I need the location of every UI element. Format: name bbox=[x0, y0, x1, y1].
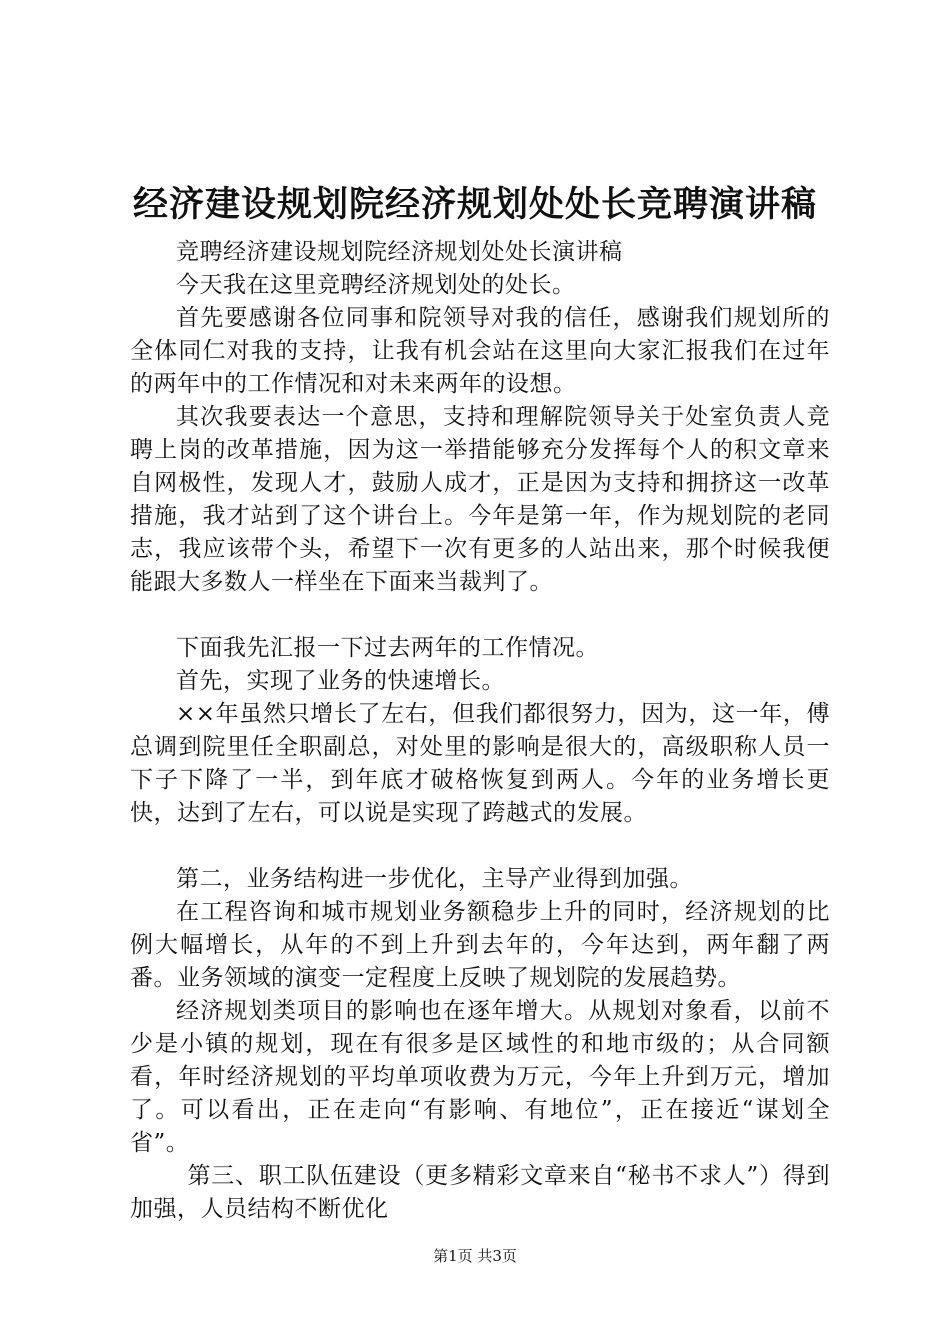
paragraph-growth-detail: ××年虽然只增长了左右，但我们都很努力，因为，这一年，傅总调到院里任全职副总，对处里的影响是很大的，高级职称人员一下子下降了一半，到年底才破格恢复到两人。今年的业务增长更快，达到了左右，可以说是实现了跨越式的发展。 bbox=[130, 701, 830, 826]
paragraph-thanks: 首先要感谢各位同事和院领导对我的信任，感谢我们规划所的全体同仁对我的支持，让我有机会站在这里向大家汇报我们在过年的两年中的工作情况和对未来两年的设想。 bbox=[130, 305, 830, 397]
paragraph-opening: 今天我在这里竞聘经济规划处的处长。 bbox=[176, 272, 576, 298]
paragraph-subtitle: 竞聘经济建设规划院经济规划处处长演讲稿 bbox=[176, 239, 623, 265]
paragraph-gap bbox=[130, 830, 830, 863]
paragraph-point-three: 第三、职工队伍建设（更多精彩文章来自“秘书不求人”）得到加强，人员结构不断优化 bbox=[130, 1163, 830, 1222]
page-footer: 第1页 共3页 bbox=[433, 1247, 517, 1265]
paragraph-report-intro: 下面我先汇报一下过去两年的工作情况。 bbox=[176, 635, 599, 661]
paragraph-reform-support: 其次我要表达一个意思，支持和理解院领导关于处室负责人竞聘上岗的改革措施，因为这一举措能够充分发挥每个人的积文章来自网极性，发现人才，鼓励人成才，正是因为支持和拥挤这一改革措施，我才站到了这个讲台上。今年是第一年，作为规划院的老同志，我应该带个头，希望下一次有更多的人站出来，那个时候我便能跟大多数人一样坐在下面来当裁判了。 bbox=[130, 404, 830, 595]
document-title: 经济建设规划院经济规划处处长竞聘演讲稿 bbox=[132, 184, 817, 225]
paragraph-structure-detail: 在工程咨询和城市规划业务额稳步上升的同时，经济规划的比例大幅增长，从年的不到上升到去年的，今年达到，两年翻了两番。业务领域的演变一定程度上反映了规划院的发展趋势。 bbox=[130, 899, 830, 991]
paragraph-influence-detail: 经济规划类项目的影响也在逐年增大。从规划对象看，以前不少是小镇的规划，现在有很多是区域性的和地市级的；从合同额看，年时经济规划的平均单项收费为万元，今年上升到万元，增加了。可以看出，正在走向“有影响、有地位”，正在接近“谋划全省”。 bbox=[130, 998, 830, 1156]
paragraph-point-one: 首先，实现了业务的快速增长。 bbox=[176, 668, 505, 694]
paragraph-gap bbox=[130, 599, 830, 632]
document-body bbox=[130, 236, 830, 1226]
paragraph-point-two: 第二，业务结构进一步优化，主导产业得到加强。 bbox=[176, 866, 693, 892]
